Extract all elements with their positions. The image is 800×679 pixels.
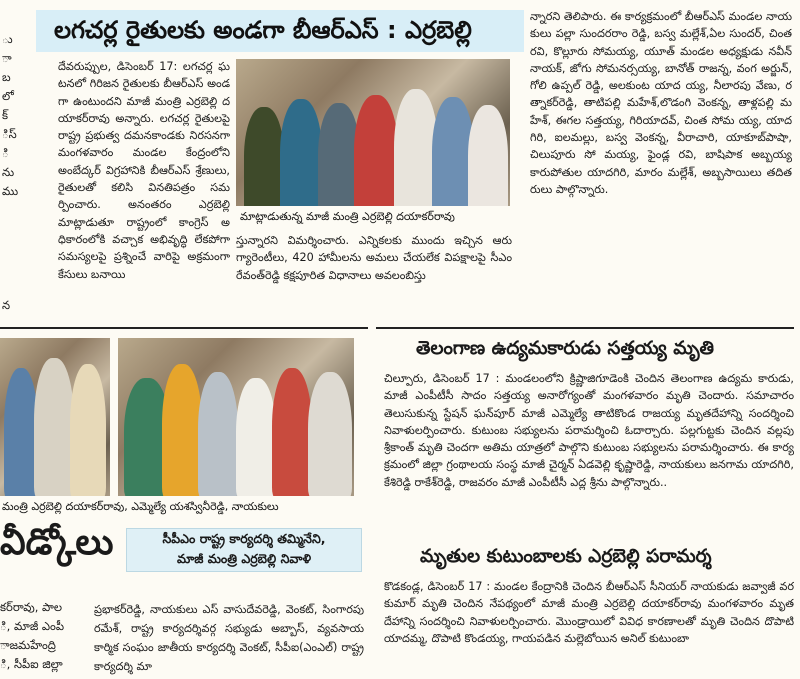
lower-left-photo-2 xyxy=(118,338,354,496)
subhead-line-2: మాజీ మంత్రి ఎర్రబెల్లి నివాళి xyxy=(176,551,312,566)
story1-photo xyxy=(236,59,510,206)
fragment-line: ి xyxy=(2,146,9,160)
fragment-line: ా xyxy=(2,51,12,65)
fragment-line: క్ xyxy=(2,108,9,122)
story2-body: చిల్పూరు, డిసెంబర్ 17 : మండలంలోని క్రిష్ణాజిగూడెంకి చెందిన తెలంగాణ ఉద్యమ కారుడు, మాజీ ఎంపీటీసీ సాదం సత్తయ్య అనారోగ్యంతో మంగళవారం మృతి చెందారు. సమాచారం తెలుసుకున్న స్టేషన్ ఘన్‌పూర్ మాజీ ఎమ్మెల్యే తాటికొండ రాజయ్య మృతదేహాన్ని సందర్శించి నివాళులర్పించారు. కుటుంబ సభ్యులను పరామర్శించి ఓదార్చారు. పల్లగుట్టకు చెందిన వల్లపు శ్రీకాంత్ మృతి చెందగా అతిమ యాత్రలో పాల్గొని కుటుంబ సభ్యులను పరామర్శించారు. ఈ కార్యక్రమంలో జిల్లా గ్రంథాలయ సంస్థ మాజీ చైర్మన్ ఏడవెల్లి కృష్ణారెడ్డి, నాయకులు జనగామ యాదగిరి, కేశిరెడ్డి రాకేశ్‌రెడ్డి, రాజవరం మాజీ ఎంపీటీసీ ఎద్ల శ్రీను పాల్గొన్నారు.. xyxy=(384,372,794,489)
lower-left-photo-caption: మంత్రి ఎర్రబెల్లి దయాకర్‌రావు, ఎమ్మెల్యే యశస్వినీరెడ్డి, నాయకులు xyxy=(2,500,279,513)
fragment-line: న xyxy=(2,298,11,312)
fragment-line: ాజమహేంద్రి xyxy=(0,638,56,652)
fragment-line: ము xyxy=(2,184,18,198)
lower-left-headline-fragment: వీడ్కోలు xyxy=(0,522,114,563)
fragment-line: ిస్ xyxy=(2,127,17,141)
story3-body: కొడకండ్ల, డిసెంబర్ 17 : మండల కేంద్రానికి చెందిన బీఆర్ఎస్ సీనియర్ నాయకుడు జవ్వాజీ వరకుమార్ మృతి చెందిన నేపథ్యంలో మాజీ మంత్రి ఎర్రబెల్లి దయాకర్‌రావు మంగళవారం మృతదేహాన్ని సందర్శించి నివాళులర్పించారు. మొండ్రాయిలో వివిధ కారణాలతో మృతి చెందిన దొపాటి యాదమ్మ, దొపాటి కొండయ్య, గాయపడిన మల్లెబోయిన అనిల్ కుటుంబా xyxy=(384,580,794,645)
lower-left-subhead-box xyxy=(126,528,362,572)
story1-column-3: న్నారని తెలిపారు. ఈ కార్యక్రమంలో బీఆర్ఎస్ మండల నాయకులు పల్లా సుందరరాం రెడ్డి, బస్వ మల్లేశ్,ఏల సుందర్, చింత రవి, కొల్లూరు సోమయ్య, యూత్ మండల అధ్యక్షుడు నవీన్ నాయక్, జోగు సోమనర్సయ్య, బానోత్ రాజన్న, వంగ అర్జున్, గోలి ఉప్పల్ రెడ్డి, అలకుంట యాద య్య, నీలారపు వేణు, రత్నాకర్‌రెడ్డి, తాటిపల్లి మహేశ్,లొడంగి వెంకన్న, తాళ్లపల్లి మహేశ్, ఈగల సత్తయ్య, గిరియాదవ్, చింత సోమ య్య, యాదగిరి, ఐలమల్లు, బస్వ వెంకన్న, వీరాచారి, యాకూబ్‌పాషా, చిలుపూరు సో మయ్య, ఫైండ్ల రవి, బాషిపాక అబ్బయ్య కారుపోతుల యాదగిరి, మారం మల్లేశ్, అబ్బసాయిలు తదితరులు పాల్గొన్నారు. xyxy=(530,10,792,196)
story3-headline: మృతుల కుటుంబాలకు ఎర్రబెల్లి పరామర్శ xyxy=(420,546,712,567)
fragment-line: ి, సీపీఐ జిల్లా xyxy=(0,657,63,671)
fragment-line: ను xyxy=(2,165,15,179)
story2-headline: తెలంగాణ ఉద్యమకారుడు సత్తయ్య మృతి xyxy=(416,338,714,359)
left-column-fragment xyxy=(2,30,18,201)
fragment-line: ు xyxy=(2,32,13,46)
story1-column-2-text: స్తున్నారని విమర్శించారు. ఎన్నికలకు ముందు ఇచ్చిన ఆరు గ్యారెంటీలు, 420 హామీలను అమలు చేయలేక విపక్షాలపై సీఎం రేవంత్‌రెడ్డి కక్షపూరిత విధానాలు అవలంబిస్తు xyxy=(236,234,512,282)
lower-left-column-1-fragment xyxy=(0,598,88,674)
story1-column-1: దేవరుప్పుల, డిసెంబర్ 17: లగచర్ల ఘటనలో గిరిజన రైతులకు బీఆర్ఎస్ అండగా ఉంటుందని మాజీ మంత్రి ఎర్రబెల్లి దయాకర్‌రావు అన్నారు. లగచర్ల రైతులపై రాష్ట్ర ప్రభుత్వ దమనకాండకు నిరసనగా మంగళవారం మండల కేంద్రంలోని అంబేద్కర్ విగ్రహానికి బీఆర్ఎస్ శ్రేణులు, రైతులతో కలిసి వినతిపత్రం సమర్పించారు. అనంతరం ఎర్రబెల్లి మాట్లాడుతూ రాష్ట్రంలో కాంగ్రెస్ అధికారంలోకి వచ్చాక అభివృద్ధి లేకపోగా సమస్యలపై ప్రశ్నించే వారిపై అక్రమంగా కేసులు బనాయి xyxy=(58,60,230,281)
fragment-line: లో xyxy=(2,89,14,103)
lower-left-photo-1 xyxy=(0,338,110,496)
story1-photo-caption: మాట్లాడుతున్న మాజీ మంత్రి ఎర్రబెల్లి దయాకర్‌రావు xyxy=(240,210,455,223)
fragment-line: ి, మాజీ ఎంపీ xyxy=(0,619,65,633)
story1-headline: లగచర్ల రైతులకు అండగా బీఆర్ఎస్ : ఎర్రబెల్లి xyxy=(54,16,472,44)
subhead-line-1: సీపీఎం రాష్ట్ర కార్యదర్శి తమ్మినేని, xyxy=(162,531,326,546)
lower-left-column-2: ప్రభాకర్‌రెడ్డి, నాయకులు ఎస్ వాసుదేవరెడ్డి, వెంకట్, సింగారపు రమేశ్, రాష్ట్ర కార్యదర్శివర్గ సభ్యుడు అబ్బాస్, వ్యవసాయ కార్మిక సంఘం జాతీయ కార్యదర్శి వెంకట్, సీపీఐ(ఎంఎల్) రాష్ట్ర కార్యదర్శి మా xyxy=(94,603,364,673)
fragment-line: బ xyxy=(2,70,11,84)
section-divider xyxy=(0,327,368,329)
section-divider xyxy=(376,327,794,329)
fragment-line: కర్‌రావు, పాల xyxy=(0,600,63,614)
